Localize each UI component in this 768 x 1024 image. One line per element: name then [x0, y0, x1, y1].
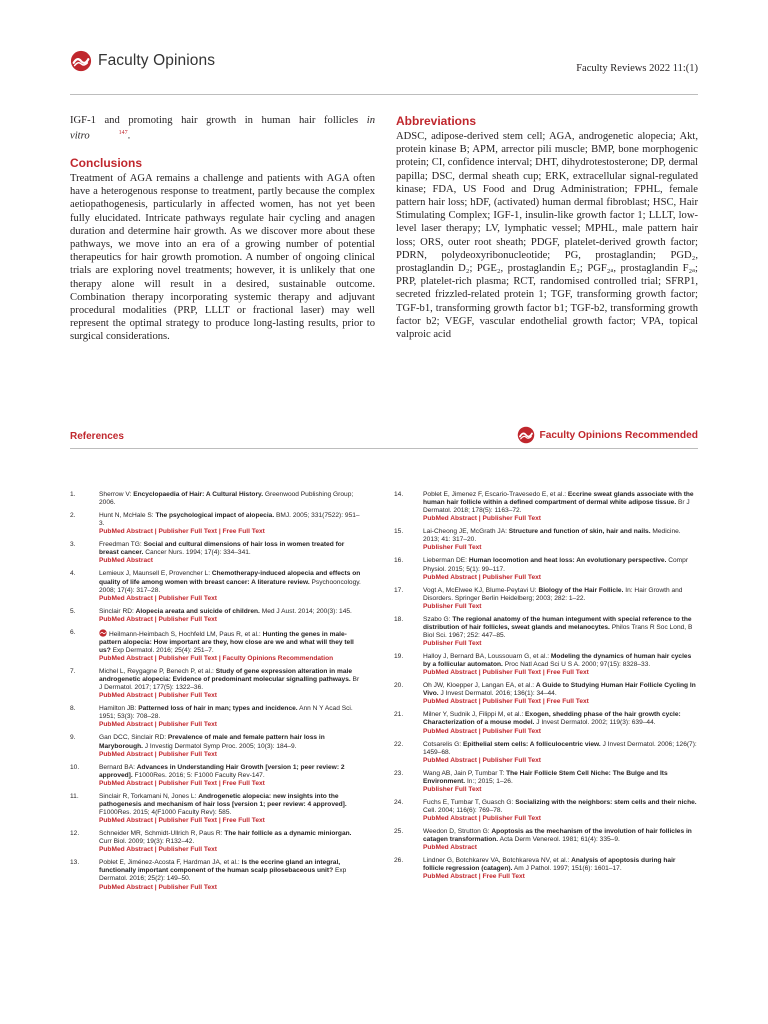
reference-links[interactable]: Publisher Full Text [423, 544, 482, 552]
reference-links[interactable]: PubMed Abstract | Publisher Full Text | Free Full Text [99, 528, 265, 536]
reference-number: 12. [70, 830, 80, 838]
reference-source: J Invest Dermatol. 2002; 119(3): 639–44. [534, 719, 656, 727]
reference-title: Biology of the Hair Follicle. [538, 586, 624, 594]
reference-title: The hair follicle as a dynamic miniorgan. [224, 830, 352, 838]
reference-source: Greenwood Publishing Group; 2006. [99, 491, 354, 507]
reference-title: Advances in Understanding Hair Growth [version 1; peer review: 2 approved]. [99, 763, 345, 779]
reference-authors: Lemieux J, Maunsell E, Provencher L: [99, 570, 212, 578]
reference-number: 21. [394, 711, 404, 719]
reference-title: Analysis of apoptosis during hair follicle regression (catagen). [423, 857, 676, 873]
references-header [70, 426, 698, 449]
reference-item [70, 629, 362, 663]
reference-number: 26. [394, 857, 404, 865]
reference-links[interactable]: PubMed Abstract | Publisher Full Text [423, 515, 541, 523]
recommended-label: Faculty Opinions Recommended [539, 429, 698, 441]
reference-links[interactable]: PubMed Abstract | Publisher Full Text | Free Full Text [99, 779, 265, 787]
reference-authors: Vogt A, McElwee KJ, Blume-Peytavi U: [423, 586, 539, 594]
reference-item [70, 793, 362, 825]
reference-links[interactable]: PubMed Abstract | Publisher Full Text [99, 750, 217, 758]
recommended-badge [517, 426, 699, 444]
reference-source: Med J Aust. 2014; 200(3): 145. [259, 607, 352, 615]
reference-title: Social and cultural dimensions of hair loss in women treated for breast cancer. [99, 541, 345, 557]
reference-number: 23. [394, 769, 404, 777]
reference-number: 8. [70, 705, 76, 713]
reference-links[interactable]: Publisher Full Text [423, 602, 482, 610]
reference-title: A Guide to Studying Human Hair Follicle Cycling In Vivo. [423, 682, 696, 698]
reference-number: 18. [394, 615, 404, 623]
reference-item [394, 857, 698, 881]
reference-links[interactable]: PubMed Abstract | Publisher Full Text | Faculty Opinions Recommendation [99, 655, 334, 663]
reference-item [70, 491, 362, 507]
reference-number: 15. [394, 528, 404, 536]
reference-source: Exp Dermatol. 2016; 25(2): 149–50. [99, 867, 347, 883]
reference-authors: Lieberman DE: [423, 557, 469, 565]
references-heading: References [70, 431, 124, 442]
reference-title: Hunting the genes in male-pattern alopecia: How important are they, how close are we and what will they tell us? [99, 630, 354, 654]
reference-number: 2. [70, 512, 76, 520]
brand-name: Faculty Opinions [98, 52, 216, 69]
reference-authors: Hunt N, McHale S: [99, 512, 156, 520]
reference-links[interactable]: PubMed Abstract [99, 557, 153, 565]
reference-item [70, 512, 362, 536]
reference-number: 3. [70, 541, 76, 549]
reference-source: Cell. 2004; 116(6): 769–78. [423, 807, 503, 814]
faculty-opinions-logo-icon [517, 426, 535, 444]
brand-logo[interactable] [70, 50, 215, 72]
reference-source: Cancer Nurs. 1994; 17(4): 334–341. [143, 549, 251, 557]
reference-source: BMJ. 2005; 331(7522): 951–3. [99, 512, 360, 528]
reference-number: 4. [70, 570, 76, 578]
reference-item [394, 616, 698, 648]
conclusions-heading: Conclusions [70, 155, 143, 170]
reference-item [394, 741, 698, 765]
reference-title: Chemotherapy-induced alopecia and effects on quality of life among women with breast cancer: A literature review. [99, 570, 361, 586]
reference-source: Am J Pathol. 1997; 151(6): 1601–17. [512, 865, 622, 873]
reference-links[interactable]: PubMed Abstract | Publisher Full Text [423, 815, 541, 823]
reference-source: J Investig Dermatol Symp Proc. 2005; 10(3): 184–9. [142, 742, 297, 750]
reference-title: Exogen, shedding phase of the hair growth cycle: Characterization of a mouse model. [423, 711, 681, 727]
reference-item [394, 557, 698, 581]
reference-authors: Cotsarelis G: [423, 740, 463, 748]
reference-item [70, 668, 362, 700]
reference-title: Structure and function of skin, hair and nails. [508, 528, 651, 536]
abbreviations-text: ADSC, adipose-derived stem cell; AGA, androgenetic alopecia; Akt, protein kinase B; APM, arrector pili muscle; BMP, bone morphogenic protein; CI, confidence interval; DHT, dihydrotestosterone; DP, dermal papilla; DSC, dermal sheath cup; ERK, extracellular signal-regulated kinase; FDA, US Food and Drug Administration; FPHL, female pattern hair loss; hDF, (activated) human dermal fibroblast; HSC, Hair Stimulating Complex; IGF-1, insulin-like growth factor 1; LLLT, low-level laser therapy; LV, lymphatic vessel; MPHL, male pattern hair loss; ORS, outer root sheath; PDGF, platelet-derived growth factor; PDRN, polydeoxyribonucleotide; PG, prostaglandin; PGD₂, prostaglandin D₂; PGE₂, prostaglandin E₂; PGF₂ₐ, prostaglandin F₂ₐ; PRP, platelet-rich plasma; RCT, randomised controlled trial; SFRP1, secreted frizzled-related protein 1; TGF, transforming growth factor; TGF-b1, transforming growth factor b1; TGF-b2, transforming growth factor b2; VEGF, vascular endothelial growth factor; VPA, topical valproic acid [396, 131, 698, 341]
journal-citation: Faculty Reviews 2022 11:(1) [576, 63, 698, 74]
reference-links[interactable]: PubMed Abstract | Publisher Full Text [99, 615, 217, 623]
reference-number: 1. [70, 491, 76, 498]
reference-item [70, 859, 362, 891]
reference-source: Psychooncology. 2008; 17(4): 317–28. [99, 578, 361, 594]
reference-authors: Lindner G, Botchkarev VA, Botchkareva NV, et al.: [423, 857, 572, 865]
reference-source: Philos Trans R Soc Lond, B Biol Sci. 1967; 252: 447–85. [423, 623, 693, 639]
reference-title: Study of gene expression alteration in male androgenetic alopecia: Evidence of predominant molecular signalling pathways. [99, 668, 352, 684]
reference-number: 9. [70, 734, 76, 742]
reference-links[interactable]: PubMed Abstract | Publisher Full Text | Free Full Text [423, 669, 589, 677]
reference-title: Apoptosis as the mechanism of the involution of hair follicles in catagen transformation. [423, 828, 692, 844]
reference-item [394, 528, 698, 552]
reference-number: 20. [394, 682, 404, 690]
reference-authors: Lai-Cheong JE, McGrath JA: [423, 528, 509, 536]
reference-source: F1000Res. 2015; 4(F1000 Faculty Rev): 585. [99, 809, 232, 816]
reference-number: 22. [394, 740, 404, 748]
reference-source: Proc Natl Acad Sci U S A. 2000; 97(15): 8328–33. [502, 661, 651, 669]
reference-item [394, 770, 698, 794]
reference-title: The psychological impact of alopecia. [155, 512, 275, 520]
reference-links[interactable]: PubMed Abstract | Publisher Full Text [99, 594, 217, 602]
reference-authors: Sinclair R, Torkamani N, Jones L: [99, 792, 199, 800]
reference-item [394, 828, 698, 852]
intro-paragraph: IGF-1 and promoting hair growth in human hair follicles in vitro $^{147}$. [70, 115, 375, 142]
reference-source: Exp Dermatol. 2016; 25(4): 251–7. [110, 646, 214, 654]
reference-authors: Sherrow V: [99, 491, 134, 498]
reference-number: 5. [70, 607, 76, 615]
reference-authors: Freedman TG: [99, 541, 144, 549]
reference-number: 25. [394, 828, 404, 836]
reference-authors: Poblet E, Jimenez F, Escario-Travesedo E, et al.: [423, 491, 568, 498]
reference-authors: Wang AB, Jain P, Tumbar T: [423, 769, 507, 777]
reference-links[interactable]: PubMed Abstract | Publisher Full Text [423, 573, 541, 581]
left-column [70, 114, 375, 344]
reference-number: 16. [394, 557, 404, 565]
reference-title: Androgenetic alopecia: new insights into the pathogenesis and mechanism of hair loss [version 1; peer review: 4 approved]. [99, 792, 347, 808]
reference-authors: Michel L, Reygagne P, Benech P, et al.: [99, 668, 216, 676]
reference-title: Epithelial stem cells: A folliculocentric view. [462, 740, 601, 748]
reference-title: The regional anatomy of the human integument with special reference to the distribution of hair follicles, sweat glands and melanocytes. [423, 615, 692, 631]
reference-authors: Weedon D, Strutton G: [423, 828, 492, 836]
reference-item [70, 705, 362, 729]
reference-source: Curr Biol. 2009; 19(3): R132–42. [99, 838, 195, 846]
reference-title: Human locomotion and heat loss: An evolutionary perspective. [468, 557, 667, 565]
reference-authors: Poblet E, Jiménez-Acosta F, Hardman JA, et al.: [99, 859, 242, 867]
faculty-opinions-logo-icon [70, 50, 92, 72]
reference-title: Encyclopaedia of Hair: A Cultural History. [133, 491, 264, 498]
reference-links[interactable]: PubMed Abstract | Free Full Text [423, 873, 525, 881]
references-list-right [394, 491, 698, 886]
reference-links[interactable]: PubMed Abstract | Publisher Full Text [423, 727, 541, 735]
reference-authors: Sinclair RD: [99, 607, 136, 615]
reference-title: Patterned loss of hair in man; types and incidence. [138, 705, 298, 713]
reference-number: 17. [394, 586, 404, 594]
reference-links[interactable]: Publisher Full Text [423, 785, 482, 793]
right-column [396, 114, 698, 341]
reference-source: F1000Res. 2016; 5: F1000 Faculty Rev-147. [132, 771, 265, 779]
references-list-left [70, 491, 362, 897]
reference-links[interactable]: PubMed Abstract [423, 844, 477, 852]
reference-title: Alopecia areata and suicide of children. [135, 607, 260, 615]
reference-source: Br J Dermatol. 2017; 177(5): 1322–36. [99, 676, 360, 692]
reference-source: In:; 2015; 1–26. [465, 777, 513, 785]
reference-item [394, 711, 698, 735]
reference-item [394, 491, 698, 523]
reference-number: 10. [70, 763, 80, 771]
reference-number: 24. [394, 798, 404, 806]
reference-links[interactable]: PubMed Abstract | Publisher Full Text [423, 756, 541, 764]
reference-authors: Fuchs E, Tumbar T, Guasch G: [423, 798, 516, 806]
reference-item [70, 830, 362, 854]
reference-source: Br J Dermatol. 2018; 178(5): 1163–72. [423, 499, 690, 515]
reference-links[interactable]: PubMed Abstract | Publisher Full Text [99, 846, 217, 854]
reference-item [394, 587, 698, 611]
reference-source: Compr Physiol. 2015; 5(1): 99–117. [423, 557, 689, 573]
reference-item [70, 734, 362, 758]
reference-links[interactable]: PubMed Abstract | Publisher Full Text | Free Full Text [99, 817, 265, 825]
reference-source: Acta Derm Venereol. 1981; 61(4): 335–9. [498, 836, 620, 844]
reference-number: 19. [394, 653, 404, 661]
reference-authors: Halloy J, Bernard BA, Loussouarn G, et al.: [423, 653, 551, 661]
reference-item [394, 653, 698, 677]
reference-title: Modeling the dynamics of human hair cycles by a follicular automaton. [423, 653, 692, 669]
reference-item [70, 764, 362, 788]
reference-links[interactable]: PubMed Abstract | Publisher Full Text | Free Full Text [423, 698, 589, 706]
reference-title: Is the eccrine gland an integral, functionally important component of the human scalp pilosebaceous unit? [99, 859, 341, 875]
reference-links[interactable]: Publisher Full Text [423, 640, 482, 648]
reference-title: Socializing with the neighbors: stem cells and their niche. [515, 798, 697, 806]
reference-authors: Szabo G: [423, 615, 453, 623]
reference-number: 14. [394, 491, 404, 498]
reference-authors: Bernard BA: [99, 763, 137, 771]
reference-item [70, 570, 362, 602]
reference-number: 7. [70, 668, 76, 676]
conclusions-text: Treatment of AGA remains a challenge and patients with AGA often have a heterogenous response to treatment, partly because the complex aetiopathogenesis, particularly in affected women, has not yet been fully elucidated. Intricate pathways regulate hair cycling and anagen duration and determine hair growth. As we discover more about these pathways, we move into an era of a growing number of potential therapeutics for hair growth promotion. A number of ongoing clinical trials are exploring novel treatments; however, it is unlikely that one therapy alone will result in a desired, sustainable outcome. Combination therapy incorporating systemic therapy and adjuvant procedural modalities (PRP, LLLT or fractional laser) may well represent the optimal strategy to produce long-lasting results, prior to surgical considerations. [70, 172, 375, 343]
reference-title: Prevalence of male and female pattern hair loss in Maryborough. [99, 734, 325, 750]
reference-authors: Milner Y, Sudnik J, Filippi M, et al.: [423, 711, 525, 719]
page-header [70, 50, 698, 95]
reference-source: Medicine. 2013; 41: 317–20. [423, 528, 681, 544]
reference-links[interactable]: PubMed Abstract | Publisher Full Text [99, 721, 217, 729]
reference-authors: Hamilton JB: [99, 705, 139, 713]
reference-title: Eccrine sweat glands associate with the human hair follicle within a defined compartment of dermal white adipose tissue. [423, 491, 694, 507]
reference-source: J Invest Dermatol. 2016; 136(1): 34–44. [438, 690, 557, 698]
reference-number: 6. [70, 628, 76, 636]
citation-link[interactable]: 147 [118, 130, 128, 137]
reference-authors: Schneider MR, Schmidt-Ullrich R, Paus R: [99, 830, 225, 838]
reference-authors: Gan DCC, Sinclair RD: [99, 734, 168, 742]
reference-item [70, 541, 362, 565]
reference-item [394, 799, 698, 823]
reference-links[interactable]: PubMed Abstract | Publisher Full Text [99, 692, 217, 700]
recommended-icon [99, 629, 107, 637]
reference-authors: Oh JW, Kloepper J, Langan EA, et al.: [423, 682, 536, 690]
reference-item [70, 608, 362, 624]
reference-source: Ann N Y Acad Sci. 1951; 53(3): 708–28. [99, 705, 353, 721]
reference-source: In: Hair Growth and Disorders. Springer Berlin Heidelberg; 2003; 282: 1–22. [423, 586, 683, 602]
reference-item [394, 682, 698, 706]
reference-links[interactable]: PubMed Abstract | Publisher Full Text [99, 883, 217, 891]
reference-authors: Heilmann-Heimbach S, Hochfeld LM, Paus R, et al.: [109, 630, 263, 638]
reference-number: 13. [70, 859, 80, 867]
reference-source: J Invest Dermatol. 2006; 126(7): 1459–68. [423, 740, 697, 756]
abbreviations-heading: Abbreviations [396, 114, 477, 128]
reference-number: 11. [70, 792, 79, 800]
reference-title: The Hair Follicle Stem Cell Niche: The Bulge and Its Environment. [423, 769, 668, 785]
